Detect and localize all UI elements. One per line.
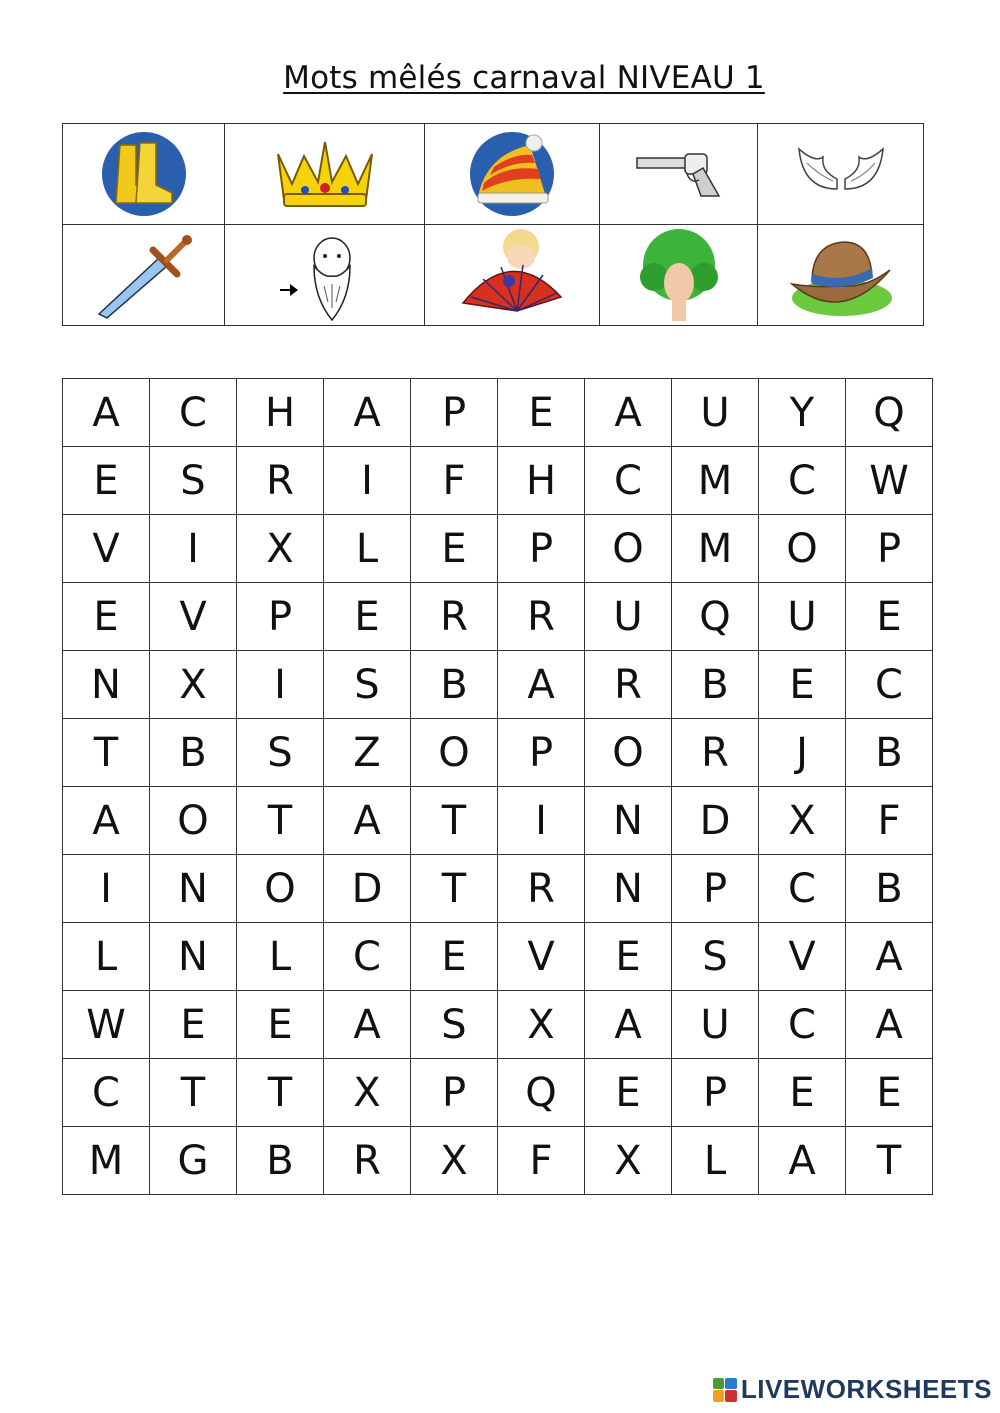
grid-cell[interactable]: E	[585, 923, 672, 991]
grid-cell[interactable]: C	[324, 923, 411, 991]
grid-cell[interactable]: E	[759, 651, 846, 719]
grid-cell[interactable]: T	[411, 787, 498, 855]
hat-icon	[786, 230, 896, 320]
grid-cell[interactable]: A	[63, 787, 150, 855]
grid-cell[interactable]: C	[759, 991, 846, 1059]
grid-cell[interactable]: E	[846, 583, 933, 651]
picture-cell	[63, 225, 225, 326]
grid-cell[interactable]: R	[585, 651, 672, 719]
grid-cell[interactable]: B	[846, 719, 933, 787]
grid-cell[interactable]: F	[846, 787, 933, 855]
grid-cell[interactable]: I	[498, 787, 585, 855]
brand-name: LIVEWORKSHEETS	[740, 1374, 992, 1404]
grid-cell[interactable]: P	[411, 1059, 498, 1127]
grid-cell[interactable]: U	[672, 379, 759, 447]
grid-row	[63, 923, 933, 991]
grid-cell[interactable]: N	[585, 787, 672, 855]
grid-cell[interactable]: N	[63, 651, 150, 719]
grid-cell[interactable]: E	[759, 1059, 846, 1127]
grid-cell[interactable]: X	[150, 651, 237, 719]
grid-cell[interactable]: R	[498, 583, 585, 651]
grid-cell[interactable]: B	[150, 719, 237, 787]
bonnet-icon	[464, 131, 560, 217]
picture-row	[63, 124, 924, 225]
grid-cell[interactable]: Q	[498, 1059, 585, 1127]
picture-cell	[600, 225, 758, 326]
grid-cell[interactable]: T	[237, 787, 324, 855]
liveworksheets-logo	[713, 1374, 992, 1405]
grid-cell[interactable]: T	[237, 1059, 324, 1127]
beard-icon	[270, 228, 380, 322]
grid-cell[interactable]: C	[759, 447, 846, 515]
word-search-grid	[62, 378, 933, 1195]
grid-row	[63, 515, 933, 583]
grid-cell[interactable]: E	[411, 923, 498, 991]
grid-cell[interactable]: E	[324, 583, 411, 651]
grid-cell[interactable]: B	[672, 651, 759, 719]
grid-cell[interactable]: A	[498, 651, 585, 719]
grid-cell[interactable]: M	[672, 515, 759, 583]
grid-cell[interactable]: L	[324, 515, 411, 583]
grid-cell[interactable]: P	[846, 515, 933, 583]
grid-cell[interactable]: A	[759, 1127, 846, 1195]
grid-cell[interactable]: C	[585, 447, 672, 515]
grid-cell[interactable]: I	[63, 855, 150, 923]
grid-cell[interactable]: R	[237, 447, 324, 515]
grid-cell[interactable]: L	[63, 923, 150, 991]
grid-cell[interactable]: S	[672, 923, 759, 991]
grid-cell[interactable]: I	[324, 447, 411, 515]
grid-cell[interactable]: X	[324, 1059, 411, 1127]
grid-cell[interactable]: S	[150, 447, 237, 515]
page-title: Mots mêlés carnaval NIVEAU 1	[283, 60, 765, 96]
grid-cell[interactable]: R	[324, 1127, 411, 1195]
grid-cell[interactable]: F	[411, 447, 498, 515]
grid-cell[interactable]: C	[846, 651, 933, 719]
grid-cell[interactable]: W	[846, 447, 933, 515]
picture-row	[63, 225, 924, 326]
grid-cell[interactable]: S	[237, 719, 324, 787]
picture-cell	[225, 225, 425, 326]
grid-cell[interactable]: E	[585, 1059, 672, 1127]
grid-cell[interactable]: E	[411, 515, 498, 583]
grid-row	[63, 787, 933, 855]
grid-row	[63, 719, 933, 787]
grid-cell[interactable]: U	[585, 583, 672, 651]
crown-icon	[270, 134, 380, 214]
grid-cell[interactable]: C	[759, 855, 846, 923]
grid-cell[interactable]: R	[672, 719, 759, 787]
grid-cell[interactable]: X	[411, 1127, 498, 1195]
grid-cell[interactable]: F	[498, 1127, 585, 1195]
grid-cell[interactable]: P	[237, 583, 324, 651]
grid-cell[interactable]: E	[150, 991, 237, 1059]
grid-cell[interactable]: V	[150, 583, 237, 651]
grid-cell[interactable]: S	[411, 991, 498, 1059]
grid-cell[interactable]: O	[150, 787, 237, 855]
grid-row	[63, 447, 933, 515]
grid-cell[interactable]: A	[585, 991, 672, 1059]
picture-cell	[225, 124, 425, 225]
grid-cell[interactable]: E	[498, 379, 585, 447]
grid-cell[interactable]: Y	[759, 379, 846, 447]
grid-cell[interactable]: T	[150, 1059, 237, 1127]
fan-icon	[457, 227, 567, 323]
grid-cell[interactable]: A	[63, 379, 150, 447]
grid-cell[interactable]: X	[237, 515, 324, 583]
grid-cell[interactable]: Q	[846, 379, 933, 447]
grid-cell[interactable]: A	[324, 787, 411, 855]
grid-cell[interactable]: O	[585, 515, 672, 583]
logo-mark	[713, 1378, 737, 1402]
grid-cell[interactable]: C	[150, 379, 237, 447]
picture-cell	[758, 124, 924, 225]
grid-cell[interactable]: O	[759, 515, 846, 583]
grid-cell[interactable]: U	[759, 583, 846, 651]
grid-cell[interactable]: O	[237, 855, 324, 923]
grid-cell[interactable]: L	[672, 1127, 759, 1195]
grid-cell[interactable]: O	[585, 719, 672, 787]
grid-cell[interactable]: B	[237, 1127, 324, 1195]
grid-row	[63, 1059, 933, 1127]
grid-cell[interactable]: P	[498, 515, 585, 583]
picture-cell	[600, 124, 758, 225]
grid-cell[interactable]: X	[759, 787, 846, 855]
grid-cell[interactable]: P	[672, 855, 759, 923]
grid-cell[interactable]: P	[672, 1059, 759, 1127]
grid-cell[interactable]: T	[63, 719, 150, 787]
grid-cell[interactable]: W	[63, 991, 150, 1059]
grid-cell[interactable]: U	[672, 991, 759, 1059]
grid-cell[interactable]: I	[150, 515, 237, 583]
grid-row	[63, 991, 933, 1059]
grid-cell[interactable]: N	[150, 855, 237, 923]
grid-cell[interactable]: D	[672, 787, 759, 855]
grid-row	[63, 583, 933, 651]
grid-cell[interactable]: B	[411, 651, 498, 719]
picture-table	[62, 123, 924, 326]
grid-cell[interactable]: V	[63, 515, 150, 583]
boots-icon	[96, 131, 192, 217]
grid-cell[interactable]: P	[498, 719, 585, 787]
grid-cell[interactable]: E	[237, 991, 324, 1059]
picture-cell	[63, 124, 225, 225]
grid-cell[interactable]: E	[846, 1059, 933, 1127]
grid-cell[interactable]: L	[237, 923, 324, 991]
grid-cell[interactable]: R	[498, 855, 585, 923]
grid-cell[interactable]: A	[324, 379, 411, 447]
grid-cell[interactable]: A	[324, 991, 411, 1059]
revolver-icon	[629, 144, 729, 204]
picture-cell	[758, 225, 924, 326]
grid-cell[interactable]: V	[498, 923, 585, 991]
grid-row	[63, 379, 933, 447]
grid-cell[interactable]: M	[63, 1127, 150, 1195]
picture-cell	[425, 124, 600, 225]
sword-icon	[89, 230, 199, 320]
grid-cell[interactable]: R	[411, 583, 498, 651]
grid-cell[interactable]: E	[63, 447, 150, 515]
grid-cell[interactable]: D	[324, 855, 411, 923]
grid-cell[interactable]: X	[498, 991, 585, 1059]
wings-icon	[793, 139, 889, 209]
grid-cell[interactable]: X	[585, 1127, 672, 1195]
grid-cell[interactable]: A	[585, 379, 672, 447]
grid-cell[interactable]: A	[846, 923, 933, 991]
grid-cell[interactable]: I	[237, 651, 324, 719]
grid-cell[interactable]: Z	[324, 719, 411, 787]
grid-cell[interactable]: A	[846, 991, 933, 1059]
picture-cell	[425, 225, 600, 326]
grid-cell[interactable]: V	[759, 923, 846, 991]
grid-cell[interactable]: B	[846, 855, 933, 923]
grid-cell[interactable]: E	[63, 583, 150, 651]
grid-cell[interactable]: G	[150, 1127, 237, 1195]
wig-icon	[634, 227, 724, 323]
grid-cell[interactable]: H	[237, 379, 324, 447]
grid-cell[interactable]: S	[324, 651, 411, 719]
grid-cell[interactable]: T	[846, 1127, 933, 1195]
grid-cell[interactable]: M	[672, 447, 759, 515]
grid-cell[interactable]: J	[759, 719, 846, 787]
grid-cell[interactable]: T	[411, 855, 498, 923]
grid-row	[63, 1127, 933, 1195]
grid-cell[interactable]: P	[411, 379, 498, 447]
grid-cell[interactable]: N	[585, 855, 672, 923]
grid-cell[interactable]: N	[150, 923, 237, 991]
grid-cell[interactable]: Q	[672, 583, 759, 651]
grid-cell[interactable]: H	[498, 447, 585, 515]
grid-cell[interactable]: O	[411, 719, 498, 787]
grid-cell[interactable]: C	[63, 1059, 150, 1127]
grid-row	[63, 651, 933, 719]
grid-row	[63, 855, 933, 923]
